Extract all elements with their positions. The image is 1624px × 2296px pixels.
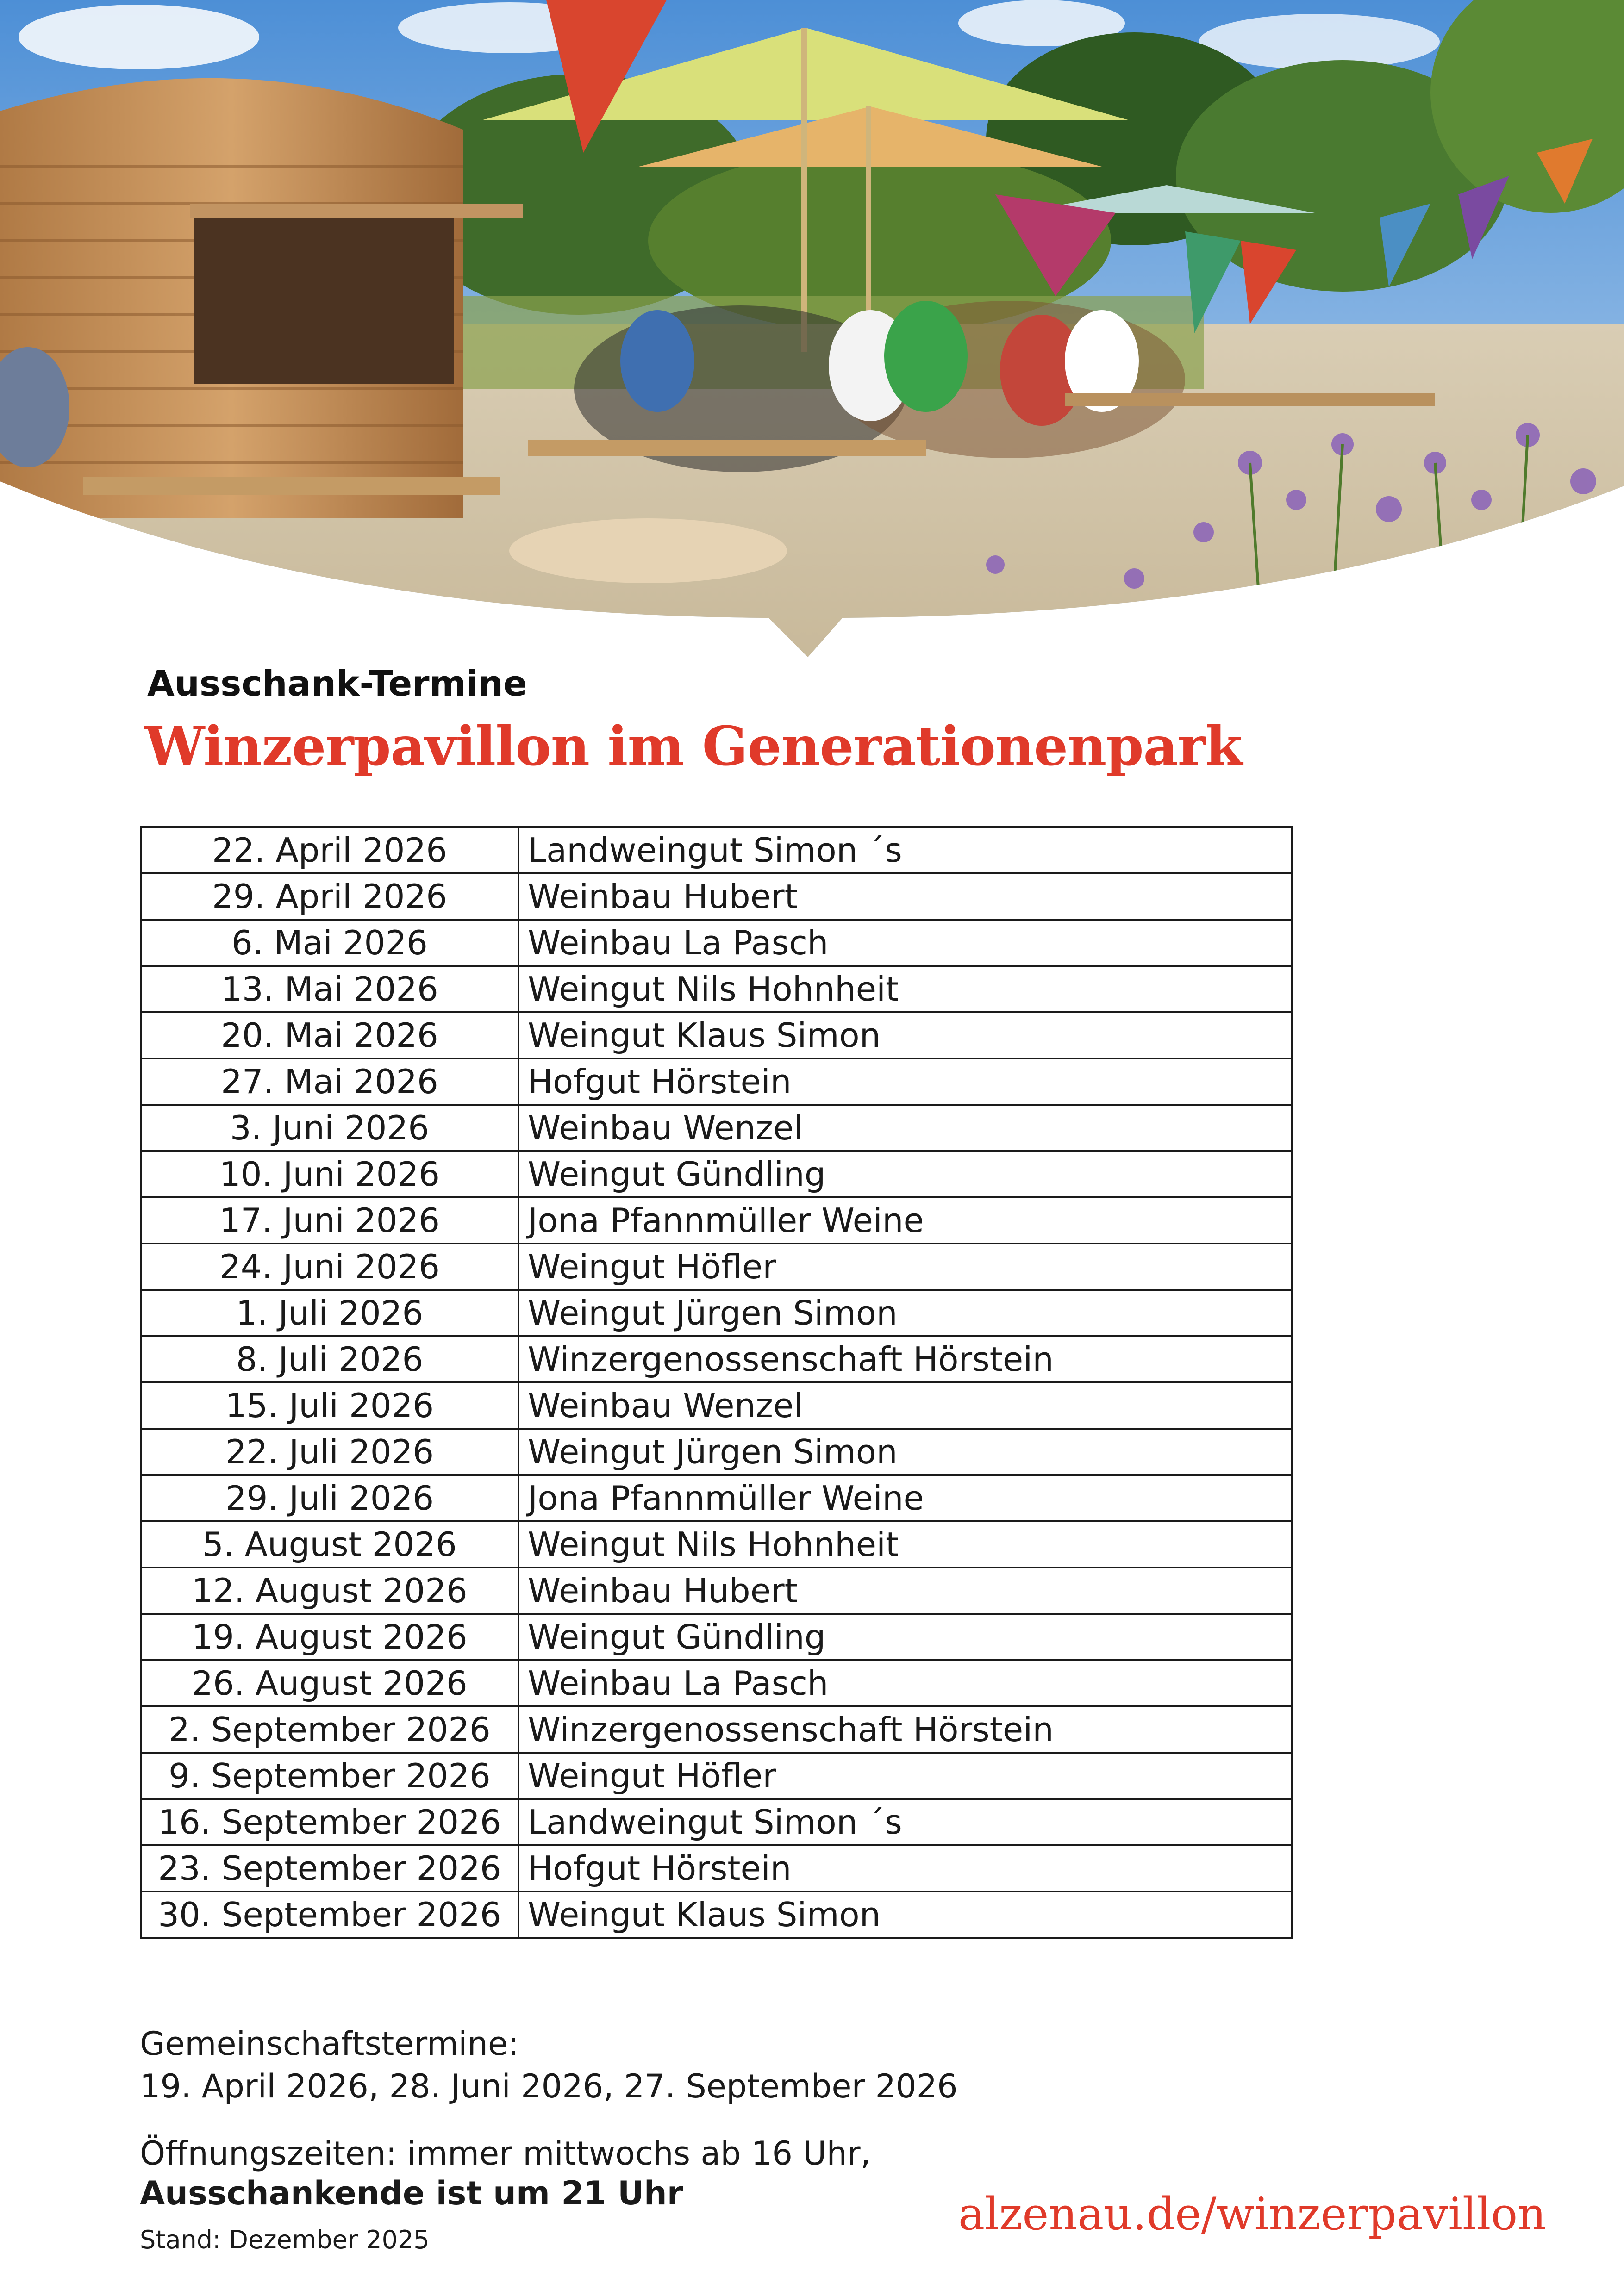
winery-cell: Landweingut Simon ´s	[518, 1799, 1292, 1845]
winery-cell: Hofgut Hörstein	[518, 1845, 1292, 1892]
date-cell: 23. September 2026	[141, 1845, 518, 1892]
table-row	[141, 1753, 1292, 1799]
winery-cell: Weinbau Wenzel	[518, 1105, 1292, 1151]
table-row	[141, 966, 1292, 1012]
opening-hours: Öffnungszeiten: immer mittwochs ab 16 Uhr,	[140, 2134, 871, 2172]
date-cell: 6. Mai 2026	[141, 920, 518, 966]
winery-cell: Weingut Höfler	[518, 1244, 1292, 1290]
winery-cell: Landweingut Simon ´s	[518, 827, 1292, 873]
table-row	[141, 1382, 1292, 1429]
winery-cell: Winzergenossenschaft Hörstein	[518, 1336, 1292, 1382]
table-row	[141, 1012, 1292, 1058]
table-row	[141, 1105, 1292, 1151]
date-cell: 8. Juli 2026	[141, 1336, 518, 1382]
website-url: alzenau.de/winzerpavillon	[958, 2188, 1546, 2240]
date-cell: 15. Juli 2026	[141, 1382, 518, 1429]
table-row	[141, 1429, 1292, 1475]
date-cell: 9. September 2026	[141, 1753, 518, 1799]
closing-time: Ausschankende ist um 21 Uhr	[140, 2174, 683, 2212]
winery-cell: Jona Pfannmüller Weine	[518, 1475, 1292, 1521]
community-dates: 19. April 2026, 28. Juni 2026, 27. September 2026	[140, 2067, 958, 2105]
winery-cell: Weinbau Hubert	[518, 1568, 1292, 1614]
table-row	[141, 1197, 1292, 1244]
table-row	[141, 1244, 1292, 1290]
table-row	[141, 1614, 1292, 1660]
table-row	[141, 920, 1292, 966]
date-cell: 3. Juni 2026	[141, 1105, 518, 1151]
winery-cell: Hofgut Hörstein	[518, 1058, 1292, 1105]
date-cell: 26. August 2026	[141, 1660, 518, 1706]
community-dates-label: Gemeinschaftstermine:	[140, 2025, 519, 2063]
table-row	[141, 1475, 1292, 1521]
winery-cell: Winzergenossenschaft Hörstein	[518, 1706, 1292, 1753]
date-cell: 29. April 2026	[141, 873, 518, 920]
date-cell: 20. Mai 2026	[141, 1012, 518, 1058]
winery-cell: Weingut Höfler	[518, 1753, 1292, 1799]
winery-cell: Weingut Gündling	[518, 1151, 1292, 1197]
table-row	[141, 1336, 1292, 1382]
winery-cell: Weingut Jürgen Simon	[518, 1290, 1292, 1336]
table-row	[141, 1151, 1292, 1197]
date-cell: 13. Mai 2026	[141, 966, 518, 1012]
winery-cell: Weingut Gündling	[518, 1614, 1292, 1660]
date-cell: 2. September 2026	[141, 1706, 518, 1753]
table-row	[141, 873, 1292, 920]
winery-cell: Weinbau La Pasch	[518, 1660, 1292, 1706]
date-cell: 22. Juli 2026	[141, 1429, 518, 1475]
table-row	[141, 1058, 1292, 1105]
table-row	[141, 1706, 1292, 1753]
stand-date: Stand: Dezember 2025	[140, 2225, 430, 2254]
date-cell: 27. Mai 2026	[141, 1058, 518, 1105]
table-row	[141, 1892, 1292, 1938]
table-row	[141, 1290, 1292, 1336]
date-cell: 17. Juni 2026	[141, 1197, 518, 1244]
winery-cell: Weingut Klaus Simon	[518, 1012, 1292, 1058]
date-cell: 24. Juni 2026	[141, 1244, 518, 1290]
date-cell: 29. Juli 2026	[141, 1475, 518, 1521]
date-cell: 22. April 2026	[141, 827, 518, 873]
winery-cell: Jona Pfannmüller Weine	[518, 1197, 1292, 1244]
winery-cell: Weinbau Wenzel	[518, 1382, 1292, 1429]
schedule-table	[140, 826, 1293, 1939]
date-cell: 5. August 2026	[141, 1521, 518, 1568]
date-cell: 16. September 2026	[141, 1799, 518, 1845]
page-title: Winzerpavillon im Generationenpark	[144, 715, 1243, 778]
table-row	[141, 1660, 1292, 1706]
winery-cell: Weingut Nils Hohnheit	[518, 1521, 1292, 1568]
date-cell: 12. August 2026	[141, 1568, 518, 1614]
winery-cell: Weingut Nils Hohnheit	[518, 966, 1292, 1012]
winery-cell: Weinbau Hubert	[518, 873, 1292, 920]
winery-cell: Weingut Jürgen Simon	[518, 1429, 1292, 1475]
winery-cell: Weingut Klaus Simon	[518, 1892, 1292, 1938]
schedule-table-body	[141, 827, 1292, 1938]
date-cell: 19. August 2026	[141, 1614, 518, 1660]
table-row	[141, 1521, 1292, 1568]
table-row	[141, 827, 1292, 873]
table-row	[141, 1568, 1292, 1614]
page-subtitle: Ausschank-Termine	[147, 663, 527, 704]
hero-photo	[0, 0, 1624, 662]
date-cell: 30. September 2026	[141, 1892, 518, 1938]
date-cell: 1. Juli 2026	[141, 1290, 518, 1336]
table-row	[141, 1845, 1292, 1892]
table-row	[141, 1799, 1292, 1845]
date-cell: 10. Juni 2026	[141, 1151, 518, 1197]
winery-cell: Weinbau La Pasch	[518, 920, 1292, 966]
